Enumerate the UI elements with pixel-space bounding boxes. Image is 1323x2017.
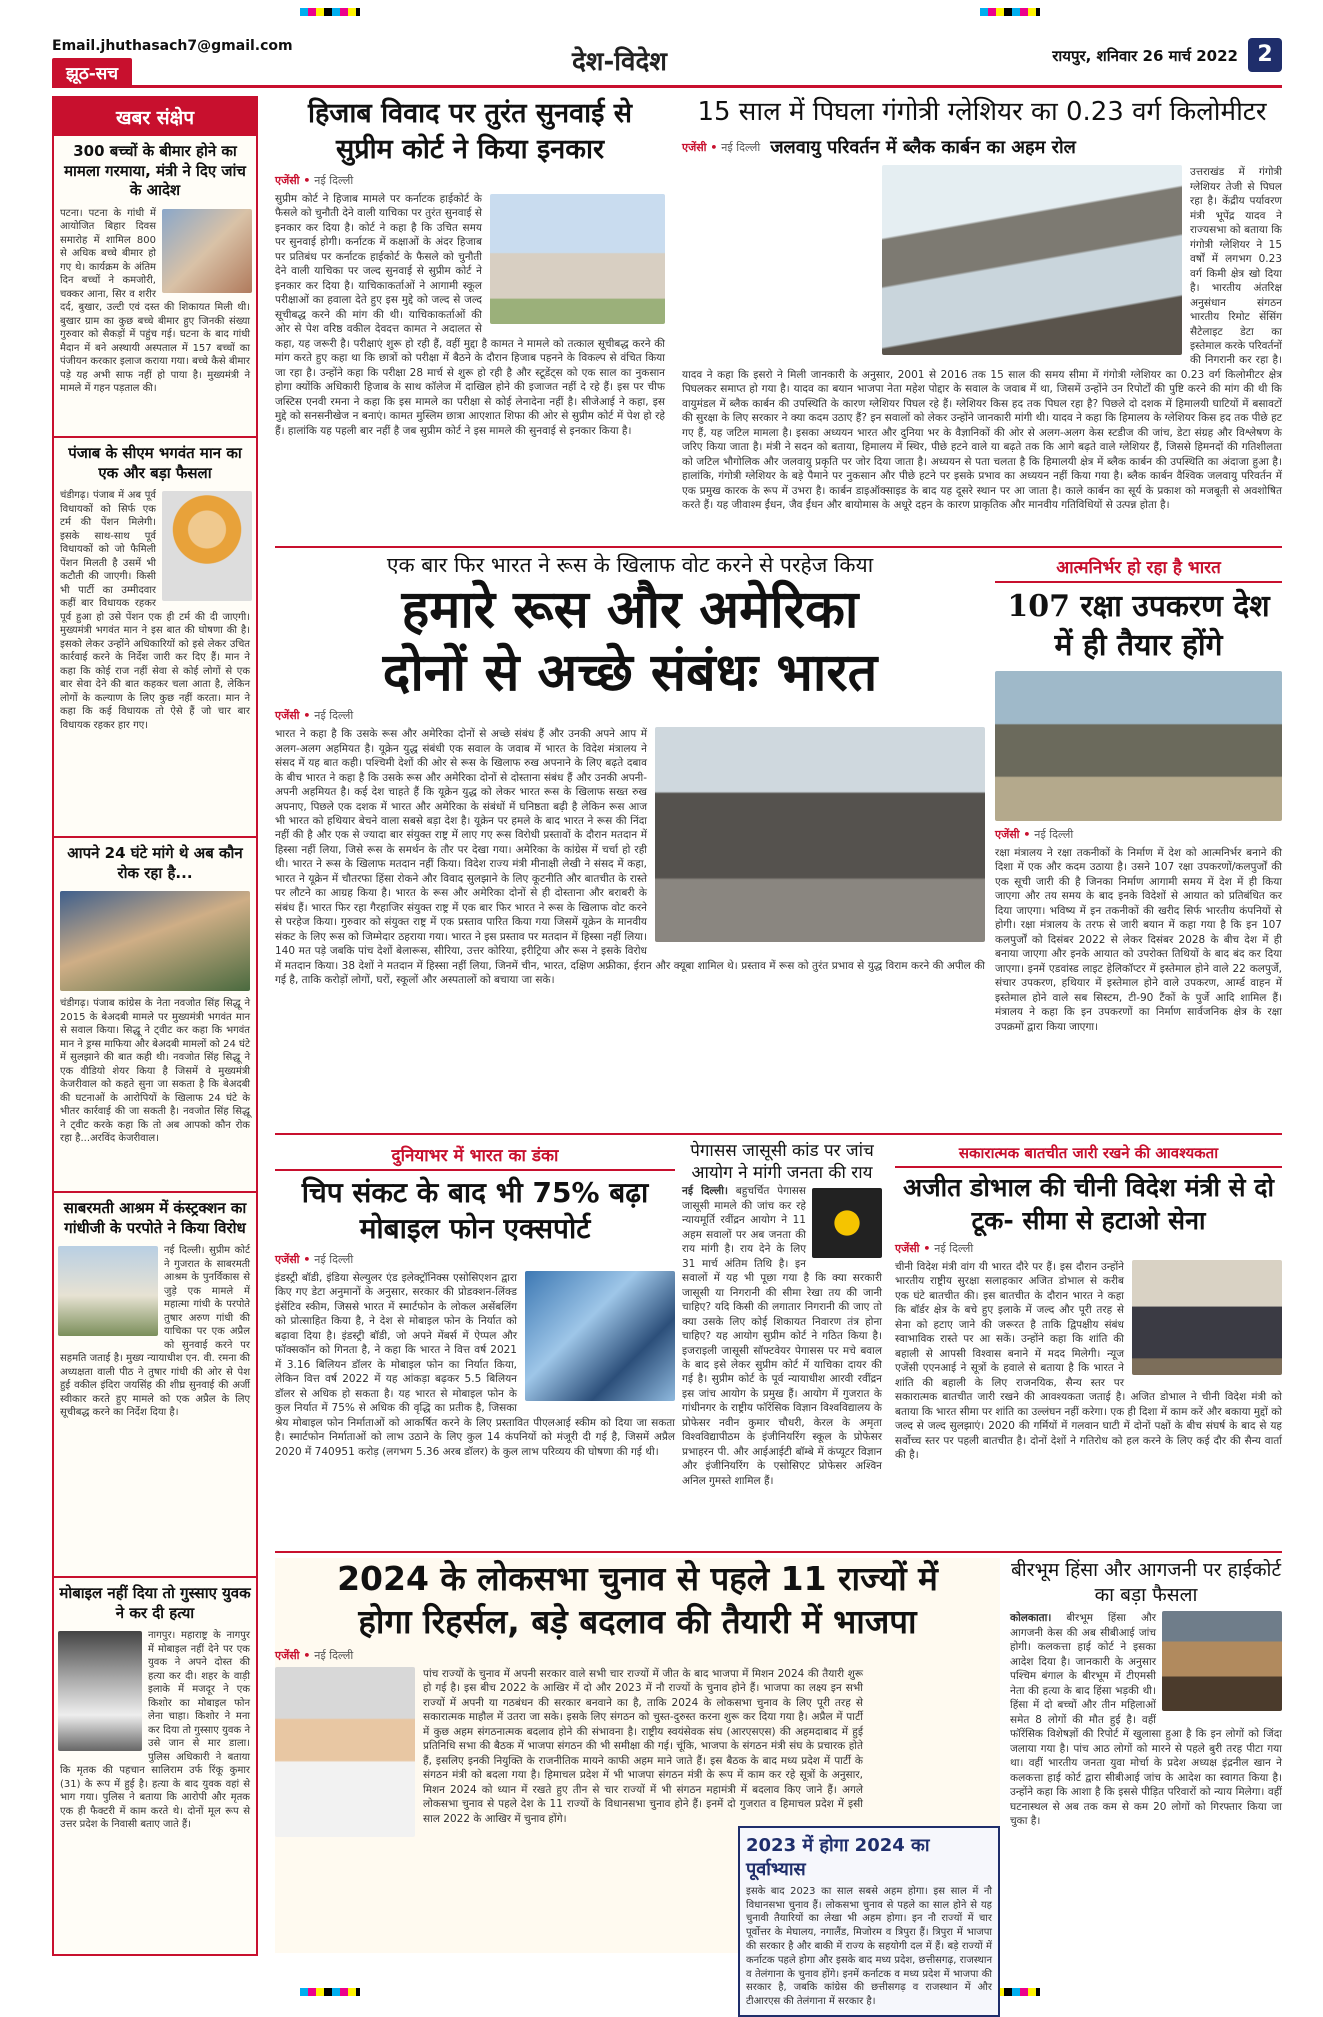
story-body: सुप्रीम कोर्ट ने हिजाब मामले पर कर्नाटक हाईकोर्ट के फैसले को चुनौती देने वाली याचिका पर तुरंत सुनवाई से इनकार कर दिया है। कोर्ट ने कहा है कि उचित समय पर सुनवाई होगी। कर्नाटक में कक्षाओं के अंदर हिजाब पर प्रतिबंध पर कर्नाटक हाईकोर्ट के फैसले को चुनौती देने वाली याचिका पर जल्द सुनवाई से सुप्रीम कोर्ट ने इनकार कर दिया है। याचिकाकर्ताओं ने आगामी स्कूल परीक्षाओं का हवाला देते हुए इस मुद्दे को जल्द से जल्द सूचीबद्ध करने की मांग की थी। याचिकाकर्ताओं की ओर से पेश वरिष्ठ वकील देवदत्त कामत ने अदालत से कहा, यह जरूरी है। परीक्षाएं शुरू हो रही हैं, वहीं मुद्दा है कामत ने मामले को तत्काल सूचीबद्ध करने की मांग करते हुए कहा था कि छात्रों को परीक्षा में बैठने के दौरान हिजाब पहनने के विकल्प से वंचित किया जा रहा है। उन्होंने कहा कि परीक्षा 28 मार्च से शुरू हो रही है और स्टूडेंट्स को एक साल का नुकसान होगा क्योंकि अधिकारी हिजाब के साथ कॉलेज में दाखिल होने की इजाजत नहीं दे रहे हैं। इस पर चीफ जस्टिस एनवी रमना ने कहा कि इस मामले का परीक्षा से कोई लेनादेना नहीं है। सीजेआई ने कहा, इस मुद्दे को सनसनीखेज न बनाएं। कामत मुस्लिम छात्रा आएशात शिफा की ओर से सुप्रीम कोर्ट में पेश हो रहे हैं। हालांकि यह पहली बार नहीं है जब सुप्रीम कोर्ट ने इस मामले की सुनवाई से इनकार किया है। [275,192,665,437]
issue-date: रायपुर, शनिवार 26 मार्च 2022 [1052,47,1238,65]
story-byline: एजेंसी • नई दिल्ली [895,1242,974,1255]
glacier-photo [882,165,1182,355]
brief-photo [60,891,250,991]
story-body: भारत ने कहा है कि उसके रूस और अमेरिका दोनों से अच्छे संबंध हैं और उनकी अपने आप में अलग-अलग अहमियत है। यूक्रेन युद्ध संबंधी एक सवाल के जवाब में भारत के विदेश मंत्रालय ने संसद में यह बात कही। पश्चिमी देशों की ओर से रूस के खिलाफ रुख अपनाने के लिए बढ़ते दबाव के बीच भारत ने कहा है कि उसके रूस और अमेरिका दोनों से दोस्ताना संबंध हैं और उनकी अपनी-अपनी अहमियत है। कई देश चाहते हैं कि यूक्रेन युद्ध को लेकर भारत रूस के खिलाफ सख्त रुख अपनाए, पिछले एक दशक में भारत और अमेरिका के संबंधों में घनिष्ठता बढ़ी है लेकिन रूस आज भी भारत को हथियार बेचने वाला सबसे बड़ा देश है। यूक्रेन पर हमले के बाद भारत ने रूस की निंदा नहीं की है और एक से ज्यादा बार संयुक्त राष्ट्र में लाए गए रूस विरोधी प्रस्तावों के दौरान मतदान में हिस्सा नहीं लिया, जिसे रूस के समर्थन के तौर पर देखा गया। अमेरिका के कांग्रेस में चर्चा हो रही थी। भारत ने रूस के खिलाफ मतदान नहीं किया। विदेश राज्य मंत्री मीनाक्षी लेखी ने संसद में कहा, भारत ने यूक्रेन में चौतरफा हिंसा रोकने और विवाद सुलझाने के लिए कूटनीति और बातचीत के रास्ते पर लौटने का आग्रह किया है। भारत के रूस और अमेरिका दोनों से ही दोस्ताना और बराबरी के संबंध हैं। भारत फिर रहा गैरहाजिर संयुक्त राष्ट्र में एक बार फिर भारत ने रूस के खिलाफ वोट करने से परहेज किया। गुरुवार को संयुक्त राष्ट्र में एक प्रस्ताव पारित किया गया जिसमें यूक्रेन के मानवीय संकट के लिए रूस को जिम्मेदार ठहराया गया। भारत ने इस प्रस्ताव पर मतदान में हिस्सा नहीं लिया। 140 मत पड़े जबकि पांच देशों बेलारूस, सीरिया, उत्तर कोरिया, इरीट्रिया और रूस ने इसके विरोध में मतदान किया। 38 देशों ने मतदान में हिस्सा नहीं लिया, जिनमें चीन, भारत, दक्षिण अफ्रीका, ईरान और क्यूबा शामिल थे। प्रस्ताव में रूस को तुरंत प्रभाव से युद्ध विराम करने की अपील की गई है, ताकि करोड़ों लोगों, घरों, स्कूलों और अस्पतालों को बचाया जा सके। [275,728,985,987]
divider [275,1551,1282,1553]
story-kicker: एक बार फिर भारत ने रूस के खिलाफ वोट करने से परहेज किया [386,553,874,577]
brief-text: पटना। पटना के गांधी में आयोजित बिहार दिवस समारोह में शामिल 800 से अधिक बच्चे बीमार हो गए थे। कार्यक्रम के अंतिम दिन बच्चों ने कमजोरी, चक्कर आना, सिर व शरीर दर्द, बुखार, उल्टी एवं दस्त की शिकायत मिली थी। बुखार ग्राम का कुछ बच्चे बीमार हुए जिनकी संख्या गुरुवार को सैकड़ों में पहुंच गई। घटना के बाद गांधी मैदान में बने अस्थायी अस्पताल में 157 बच्चों का पंजीयन करकार इलाज कराया गया। बच्चे कैसे बीमार पड़े यह अभी साफ नहीं हो पाया है। मुख्यमंत्री ने मामले में गहन पड़ताल की। [60,207,250,394]
brief-text: चंडीगढ़। पंजाब में अब पूर्व विधायकों को सिर्फ एक टर्म की पेंशन मिलेगी। इसके साथ-साथ पूर्व विधायकों को जो फैमिली पेंशन मिलती है उसमें भी कटौती की जाएगी। किसी भी पार्टी का उम्मीदवार कहीं बार विधायक रहकर पूर्व हुआ हो उसे पेंशन एक ही टर्म की दी जाएगी। मुख्यमंत्री भगवंत मान ने इस बात की घोषणा की है। इसको लेकर उन्होंने अधिकारियों को इसे लेकर उचित कार्रवाई करने के निर्देश जारी कर दिए हैं। मान ने कहा कि कोई राज नहीं सेवा से कोई लोगों से एक बार सेवा देने की बात कहकर चला आता है, लेकिन लोगों के कल्याण के लिए कुछ नहीं करता। मान ने कहा कि कई विधायक तो ऐसे हैं जो चार बार विधायक रहकर हार गए। [60,490,250,731]
story-byline: एजेंसी • नई दिल्ली [995,828,1074,841]
bjp-story [275,1558,1000,2008]
brief-text: चंडीगढ़। पंजाब कांग्रेस के नेता नवजोत सिंह सिद्धू ने 2015 के बेअदबी मामले पर मुख्यमंत्री भगवंत मान से सवाल किया। सिद्धू ने ट्वीट कर कहा कि भगवंत मान ने ड्रग्स माफिया और बेअदबी मामलों को 24 घंटे में सुलझाने की बात कही थी। नवजोत सिंह सिद्धू ने एक वीडियो शेयर किया है जिसमें वे मुख्यमंत्री केजरीवाल को कहते सुना जा सकता है कि बेअदबी की घटनाओं के आरोपियों के खिलाफ 24 घंटे के भीतर कार्रवाई की जा सकती है। नवजोत सिंह सिद्धू ने ट्वीट करके कहा कि तो अब आपको कौन रोक रहा है...अरविंद केजरीवाल। [60,998,250,1144]
story-byline: एजेंसी • नई दिल्ली [275,709,354,723]
hijab-story [275,96,665,546]
pegasus-spyware-photo [812,1188,882,1258]
brief-item [54,436,256,836]
brief-headline: साबरमती आश्रम में कंस्ट्रक्शन का गांधीजी के परपोते ने किया विरोध [54,1191,256,1242]
story-body: उत्तराखंड में गंगोत्री ग्लेशियर तेजी से पिघल रहा है। केंद्रीय पर्यावरण मंत्री भूपेंद्र यादव ने राज्यसभा को बताया कि गंगोत्री ग्लेशियर ने 15 वर्षों में लगभग 0.23 वर्ग किमी क्षेत्र खो दिया है। भारतीय अंतरिक्ष अनुसंधान संगठन भारतीय रिमोट सेंसिंग सैटेलाइट डेटा का इस्तेमाल करके परिवर्तनों की निगरानी कर रहा है। यादव ने कहा कि इसरो ने मिली जानकारी के अनुसार, 2001 से 2016 तक 15 साल की समय सीमा में गंगोत्री ग्लेशियर का 0.23 वर्ग किलोमीटर क्षेत्र पिघलकर समाप्त हो गया है। यादव का बयान भाजपा नेता महेश पोद्दार के सवाल के जवाब में था, जिसमें उन्होंने उन रिपोर्टों की पुष्टि करने की मांग की थी कि वायुमंडल में ब्लैक कार्बन की उपस्थिति के कारण ग्लेशियर पिघल रहे हैं। ग्लेशियर किस हद तक पिघल रहा है? पिछले दो दशक में हिमालयी घाटियों में बसावटों की सुरक्षा के लिए सरकार ने क्या कदम उठाए हैं? इन सवालों को लेकर उन्होंने जानकारी मांगी थी। यादव ने कहा कि हिमालय के ग्लेशियर किस हद तक पीछे हट गए हैं, यह जटिल मामला है। इसका अध्ययन भारत और दुनिया भर के वैज्ञानिकों की ओर से अलग-अलग केस स्टडीज की जांच, डेटा संग्रह और विश्लेषण के जरिए किया जाता है। मंत्री ने सदन को बताया, हिमालय में स्थिर, पीछे हटने वाले या बढ़ते तक कि आगे बढ़ते वाले ग्लेशियर हैं, जिससे हिमनदों की गतिशीलता को जटिल भौगोलिक और जलवायु प्रकृति पर जोर दिया जाता है। अध्ययन से पता चलता है कि हिमालयी क्षेत्र में ब्लैक कार्बन की उपस्थिति का अंदाजा हुआ है। हालांकि, गंगोत्री ग्लेशियर के बड़े पैमाने पर नुकसान और पीछे हटने पर इसके प्रभाव का अध्ययन नहीं किया गया है। ब्लैक कार्बन वैश्विक जलवायु परिवर्तन में एक प्रमुख कारक के रूप में उभरा है। कार्बन डाइऑक्साइड के बाद यह दूसरे स्थान पर आ जाता है। काले कार्बन का सूर्य के प्रकाश को मजबूती से अवशोषित करते हैं। यह जीवाश्म ईंधन, जैव ईंधन और बायोमास के अधूरे दहन के कारण प्राकृतिक और मानवीय गतिविधियों से उत्पन्न होता है। [682,166,1282,512]
registration-mark-bottom [300,1988,360,1996]
birbhum-story [1010,1558,1282,1953]
story-byline: एजेंसी • नई दिल्ली [275,1252,354,1266]
story-byline: एजेंसी • नई दिल्ली [275,1648,354,1662]
page-number: 2 [1248,38,1282,72]
story-headline-line1: 2024 के लोकसभा चुनाव से पहले 11 राज्यों में [337,1559,938,1598]
supreme-court-photo [490,194,665,324]
box-text: इसके बाद 2023 का साल सबसे अहम होगा। इस साल में नौ विधानसभा चुनाव हैं। लोकसभा चुनाव से पहले का साल होने से यह चुनावी तैयारियों का लेखा भी अहम होगा। इन नौ राज्यों में चार पूर्वोत्तर के मेघालय, नगालैंड, मिजोरम व त्रिपुरा हैं। त्रिपुरा में भाजपा की सरकार है और बाकी में राज्य के सहयोगी दल में हैं। बड़े राज्यों में कर्नाटक पहले होगा और इसके बाद मध्य प्रदेश, छत्तीसगढ़, राजस्थान व तेलंगाना के चुनाव होंगे। इनमें कर्नाटक व मध्य प्रदेश में भाजपा की सरकार है, जबकि कांग्रेस की छत्तीसगढ़ व राजस्थान में और टीआरएस की तेलंगाना में सरकार है। [746,1885,992,2008]
glacier-story [682,96,1282,546]
doval-story [895,1140,1282,1550]
story-headline: अजीत डोभाल की चीनी विदेश मंत्री से दो टूक- सीमा से हटाओ सेना [902,1173,1275,1235]
brief-item [54,1191,256,1576]
chip-story [275,1140,675,1550]
divider [275,546,1282,548]
brand-logo: झूठ-सच [52,58,132,87]
story-headline: पेगासस जासूसी कांड पर जांच आयोग ने मांगी जनता की राय [690,1141,874,1184]
news-brief-sidebar [52,96,258,1956]
brief-photo [162,209,252,293]
brief-photo [162,491,252,601]
story-body: रक्षा मंत्रालय ने रक्षा तकनीकों के निर्माण में देश को आत्मनिर्भर बनाने की दिशा में एक और कदम उठाया है। उसने 107 रक्षा उपकरणों/कलपुर्जों की एक सूची जारी की है जिनका निर्माण आगामी समय में देश में ही किया जाएगा और तय समय के बाद इनके विदेशों से आयात को प्रतिबंधित कर दिया जाएगा। भविष्य में इन तकनीकों की खरीद सिर्फ भारतीय कंपनियों से होगी। रक्षा मंत्रालय के तरफ से जारी बयान में कहा गया है कि इन 107 कलपुर्जों को दिसंबर 2022 से लेकर दिसंबर 2028 के बीच देश में ही बनाया जाएगा और इनके आयात को उपरोक्त तिथियों के बाद बंद कर दिया जाएगा। इनमें एडवांस्ड लाइट हेलिकॉप्टर में इस्तेमाल होने वाले 22 कलपुर्जे, संचार उपकरण, हथियार में इस्तेमाल होने वाले उपकरण, आर्म्ड वाहन में इस्तेमाल होने वाले सब सिस्टम, टी-90 टैंकों के पुर्जे आदि शामिल हैं। मंत्रालय ने कहा कि इन उपकरणों का निर्माण सार्वजनिक क्षेत्र के रक्षा उपक्रमों द्वारा किया जाएगा। [995,847,1282,1033]
brief-photo [58,1631,142,1751]
masthead [52,36,1282,88]
defence-story [995,552,1282,1132]
brief-headline: पंजाब के सीएम भगवंत मान का एक और बड़ा फैसला [54,436,256,487]
brief-headline: मोबाइल नहीं दिया तो गुस्साए युवक ने कर दी हत्या [54,1576,256,1627]
sidebar-title: खबर संक्षेप [54,98,256,136]
email-address[interactable]: Email.jhuthasach7@gmail.com [52,38,293,54]
brief-text: नागपुर। महाराष्ट्र के नागपुर में मोबाइल नहीं देने पर एक युवक ने अपने दोस्त की हत्या कर दी। शहर के वाड़ी इलाके में मजदूर ने एक किशोर का मोबाइल फोन लेना चाहा। किशोर ने मना कर दिया तो गुस्साए युवक ने उसे जान से मार डाला। पुलिस अधिकारी ने बताया कि मृतक की पहचान सालिराम उर्फ रिंकू कुमार (31) के रूप में हुई है। हत्या के बाद युवक वहां से भाग गया। पुलिस ने बताया कि आरोपी और मृतक एक ही फैक्टरी में काम करते थे। दोनों मूल रूप से उत्तर प्रदेश के निवासी बताए जाते हैं। [60,1630,250,1830]
story-body: कोलकाता। बीरभूम हिंसा और आगजनी केस की अब सीबीआई जांच होगी। कलकत्ता हाई कोर्ट ने इसका आदेश दिया है। जानकारी के अनुसार पश्चिम बंगाल के बीरभूम में टीएमसी नेता की हत्या के बाद हिंसा भड़की थी। हिंसा में दो बच्चों और तीन महिलाओं समेत 8 लोगों की मौत हुई है। वहीं फॉरेंसिक विशेषज्ञों की रिपोर्ट में खुलासा हुआ है कि इन लोगों को जिंदा जलाया गया है। पांच आठ लोगों को मारने से पहले बुरी तरह पीटा गया था। वहीं भारतीय जनता युवा मोर्चा के प्रदेश अध्यक्ष इंद्रनील खान ने कलकत्ता हाई कोर्ट द्वारा सीबीआई जांच के आदेश का स्वागत किया है। उन्होंने कहा कि आशा है कि इससे पीड़ित परिवारों को न्याय मिलेगा। वहीं घटनास्थल से अब तक कम से कम 20 लोगों को गिरफ्तार किया जा चुका है। [1010,1612,1282,1828]
story-body: इंडस्ट्री बॉडी, इंडिया सेल्युलर एंड इलेक्ट्रॉनिक्स एसोसिएशन द्वारा किए गए डेटा अनुमानों के अनुसार, सरकार की प्रोडक्शन-लिंक्ड इंसेंटिव स्कीम, जिससे भारत में स्मार्टफोन के लोकल असेंबलिंग को प्रोत्साहित किया है, ने देश से मोबाइल फोन के निर्यात को बढ़ावा दिया है। इंडस्ट्री बॉडी, जो अपने मेंबर्स में ऐप्पल और फॉक्सकॉन को गिनता है, ने कहा कि भारत ने वित्त वर्ष 2021 में 3.16 बिलियन डॉलर के मोबाइल फोन का निर्यात किया, लेकिन वित्त वर्ष 2022 में यह आंकड़ा बढ़कर 5.5 बिलियन डॉलर से अधिक हो सकता है। यह भारत से मोबाइल फोन के कुल निर्यात में 75% से अधिक की वृद्धि का प्रतीक है, जिसका श्रेय मोबाइल फोन निर्माताओं को आकर्षित करने के लिए प्रस्तावित पीएलआई स्कीम को दिया जा सकता है। स्मार्टफोन निर्माताओं को लाभ उठाने के लिए कुल 14 कंपनियों को मंजूरी दी गई है, जिसमें अप्रैल 2020 में 740951 करोड़ (लगभग 5.36 अरब डॉलर) के कुल लाभ परिव्यय की घोषणा की गई थी। [275,1271,675,1458]
story-headline-line2: होगा रिहर्सल, बड़े बदलाव की तैयारी में भाजपा [358,1601,917,1641]
russia-story [275,552,985,1132]
brief-item [54,836,256,1191]
story-kicker: दुनियाभर में भारत का डंका [275,1140,675,1171]
box-title: 2023 में होगा 2024 का पूर्वाभ्यास [746,1835,930,1880]
destroyed-building-photo [655,727,985,942]
doval-wang-yi-photo [1132,1260,1282,1375]
story-kicker: आत्मनिर्भर हो रहा है भारत [995,552,1282,583]
bjp-2023-box [738,1826,1000,2017]
story-body: चीनी विदेश मंत्री वांग यी भारत दौरे पर हैं। इस दौरान उन्होंने भारतीय राष्ट्रीय सुरक्षा सलाहकार अजित डोभाल से करीब एक घंटे बातचीत की। इस बातचीत के दौरान भारत ने कहा कि बॉर्डर क्षेत्र के बचे हुए इलाके में जल्द और पूरी तरह से सेना को हटाए जाने की जरूरत है ताकि द्विपक्षीय संबंध स्वाभाविक रास्ते पर आ सकें। उन्होंने कहा कि शांति की बहाली से आपसी विश्वास बनाने में मदद मिलेगी। न्यूज एजेंसी एएनआई ने सूत्रों के हवाले से बताया है कि भारत ने शांति की बहाली के लिए राजनयिक, सैन्य स्तर पर सकारात्मक बातचीत जारी रखने की आवश्यकता जताई है। अजित डोभाल ने चीनी विदेश मंत्री को बताया कि भारत सीमा पर शांति का उल्लंघन नहीं करेगा। एक ही दिशा में काम करें और बकाया मुद्दों को जल्द से जल्द सुलझाएं। 2020 की गर्मियों में गलवान घाटी में दोनों पक्षों के बीच संघर्ष के बाद से यह सर्वोच्च स्तर पर पहली बातचीत है। दोनों देशों ने गतिरोध को हल करने के लिए कई दौर की सैन्य वार्ता की है। [895,1261,1282,1462]
story-body: पांच राज्यों के चुनाव में अपनी सरकार वाले सभी चार राज्यों में जीत के बाद भाजपा में मिशन 2024 की तैयारी शुरू हो गई है। इस बीच 2022 के आखिर में दो और 2023 में नौ राज्यों के चुनाव होने हैं। भाजपा का लक्ष्य इन सभी राज्यों में अपनी या गठबंधन की सरकार बनवाने का है, ताकि 2024 के लोकसभा चुनाव के लिए पूरी तरह से सकारात्मक माहौल में उतरा जा सके। इसके लिए संगठन को चुस्त-दुरुस्त करना शुरू कर दिया गया है। अप्रैल में पार्टी में कुछ अहम संगठनात्मक बदलाव होने की संभावना है। राष्ट्रीय स्वयंसेवक संघ (आरएसएस) की अहमदाबाद में हुई प्रतिनिधि सभा की बैठक में भाजपा संगठन की भी समीक्षा की गई। चूंकि, भाजपा के संगठन मंत्री संघ के प्रचारक होते हैं, इसलिए इनकी नियुक्ति के राजनीतिक मायने काफी अहम माने जाते हैं। इस बैठक के बाद मध्य प्रदेश में पार्टी के संगठन मंत्री को बदला गया है। हिमाचल प्रदेश में भी भाजपा संगठन मंत्री के रूप में काम कर रहे सूत्रों के अनुसार, मिशन 2024 को ध्यान में रखते हुए तीन से चार राज्यों में भी संगठन महामंत्री में बदलाव किए जाने हैं। अगले लोकसभा चुनाव से पहले देश के 11 राज्यों के विधानसभा चुनाव होने हैं। इनमें दो गुजरात व हिमाचल प्रदेश में इसी साल 2022 के आखिर में चुनाव होंगे। [423,1667,863,1825]
brief-item [54,1576,256,1971]
birbhum-fire-photo [1162,1611,1282,1711]
story-byline: एजेंसी • नई दिल्ली [275,173,354,187]
story-headline: बीरभूम हिंसा और आगजनी पर हाईकोर्ट का बड़ा फैसला [1010,1559,1282,1606]
section-title: देश-विदेश [572,47,667,77]
defence-equipment-photo [995,671,1282,821]
story-body: नई दिल्ली। बहुचर्चित पेगासस जासूसी मामले की जांच कर रहे न्यायमूर्ति रवींद्रन आयोग ने 11 अहम सवालों पर अब जनता की राय मांगी है। राय देने के लिए 31 मार्च अंतिम तिथि है। इन सवालों में यह भी पूछा गया है कि क्या सरकारी जासूसी या निगरानी की सीमा रेखा तय की जानी चाहिए? यदि किसी की लगातार निगरानी की जाए तो क्या उसके लिए कोई शिकायत निवारण तंत्र होना चाहिए? यह आयोग सुप्रीम कोर्ट ने गठित किया है। इजराइली जासूसी सॉफ्टवेयर पेगासस पर मचे बवाल के बाद इसे लेकर सुप्रीम कोर्ट में याचिका दायर की गई है। सुप्रीम कोर्ट के पूर्व न्यायाधीश आरवी रवींद्रन इस जांच आयोग के प्रमुख हैं। आयोग में गुजरात के गांधीनगर के राष्ट्रीय फॉरेंसिक विज्ञान विश्वविद्यालय के प्रोफेसर नवीन कुमार चौधरी, केरल के अमृता विश्वविद्यापीठम के इंजीनियरिंग स्कूल के प्रोफेसर प्रभाहरन पी. और आईआईटी बॉम्बे में कंप्यूटर विज्ञान और इंजीनियरिंग के एसोसिएट प्रोफेसर अश्विन अनिल गुमस्ते शामिल हैं। [682,1185,882,1487]
story-headline-line2: दोनों से अच्छे संबंधः भारत [382,641,878,703]
story-subheadline: जलवायु परिवर्तन में ब्लैक कार्बन का अहम रोल [770,136,1076,158]
story-headline: चिप संकट के बाद भी 75% बढ़ा मोबाइल फोन एक्सपोर्ट [301,1176,649,1246]
brief-headline: आपने 24 घंटे मांगे थे अब कौन रोक रहा है... [54,836,256,887]
story-headline-line1: हमारे रूस और अमेरिका [401,579,859,641]
registration-mark-top [980,8,1040,16]
brief-text: नई दिल्ली। सुप्रीम कोर्ट ने गुजरात के साबरमती आश्रम के पुनर्विकास से जुड़े एक मामले में महात्मा गांधी के परपोते तुषार अरुण गांधी की याचिका पर एक अप्रैल को सुनवाई करने पर सहमति जताई है। मुख्य न्यायाधीश एन. वी. रमना की अध्यक्षता वाली पीठ ने तुषार गांधी की ओर से पेश हुई वकील इंदिरा जयसिंह की शीघ्र सुनवाई की अर्जी स्वीकार करते हुए मामले को एक अप्रैल के लिए सूचीबद्ध करने का निर्देश दिया है। [60,1245,250,1418]
smartphones-photo [525,1271,675,1401]
pegasus-story [682,1140,882,1550]
registration-mark-top [300,8,360,16]
brief-headline: 300 बच्चों के बीमार होने का मामला गरमाया, मंत्री ने दिए जांच के आदेश [64,142,246,199]
brief-photo [58,1246,158,1336]
story-headline: 15 साल में पिघला गंगोत्री ग्लेशियर का 0.23 वर्ग किलोमीटर [697,97,1267,127]
story-byline: एजेंसी • नई दिल्ली [682,140,761,154]
divider [275,1133,1282,1135]
story-kicker: सकारात्मक बातचीत जारी रखने की आवश्यकता [895,1140,1282,1168]
story-headline: 107 रक्षा उपकरण देश में ही तैयार होंगे [1007,589,1270,663]
story-headline: हिजाब विवाद पर तुरंत सुनवाई से सुप्रीम कोर्ट ने किया इनकार [307,98,633,166]
brief-item [54,136,256,436]
pm-modi-photo [275,1667,415,1837]
